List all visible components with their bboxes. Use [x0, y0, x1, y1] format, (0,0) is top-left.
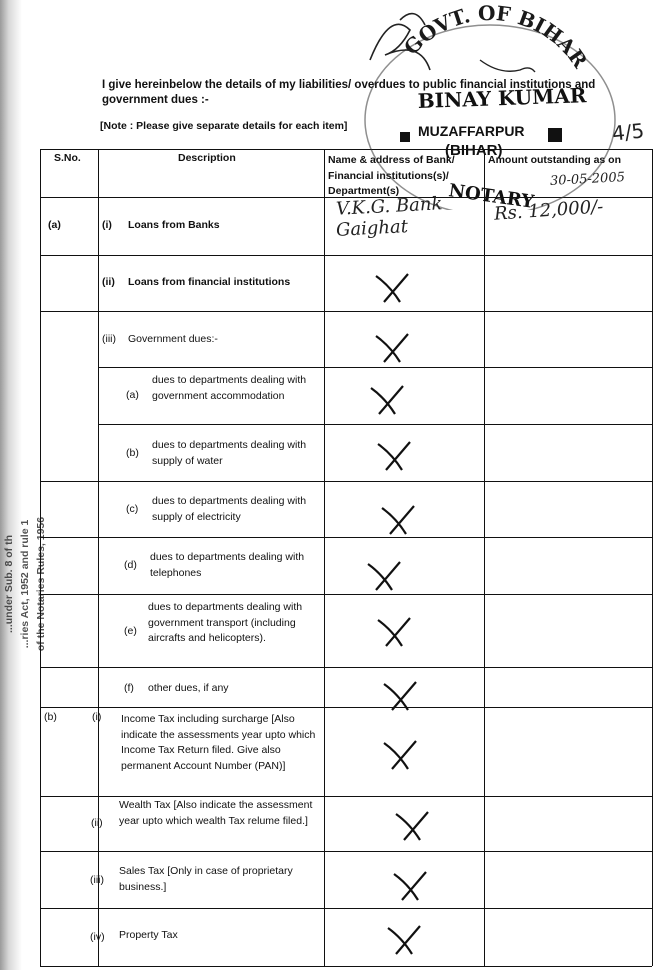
- handwritten-bank-name: V.K.G. Bank: [335, 193, 443, 220]
- page-number: 4/5: [610, 118, 646, 146]
- table-border: [40, 908, 652, 909]
- row-text: Loans from financial institutions: [128, 276, 291, 288]
- table-border: [40, 851, 652, 852]
- row-num: (ii): [91, 817, 103, 829]
- row-num: (iv): [90, 931, 105, 943]
- table-border: [40, 796, 652, 797]
- cross-mark: [388, 866, 438, 906]
- table-border: [40, 537, 652, 538]
- row-num: (e): [124, 625, 137, 637]
- stamp-title: NOTARY: [447, 180, 536, 210]
- intro-text: I give hereinbelow the details of my liabilities/ overdues to public financial institutions and government dues :-: [102, 79, 596, 106]
- row-text: Loans from Banks: [128, 219, 220, 231]
- svg-text:GOVT. OF BIHAR: [399, 1, 592, 73]
- table-border: [40, 481, 652, 482]
- table-border: [40, 966, 652, 967]
- row-text: Government dues:-: [128, 333, 218, 345]
- table-border: [40, 311, 652, 312]
- row-num: (i): [102, 219, 112, 231]
- cross-mark: [378, 735, 428, 775]
- notary-stamp: [330, 0, 630, 210]
- table-border: [40, 255, 652, 256]
- row-num: (iii): [90, 874, 104, 886]
- cross-mark: [365, 380, 415, 420]
- cross-mark: [376, 500, 426, 540]
- row-text: dues to departments dealing with supply of electricity: [152, 495, 307, 523]
- table-border: [98, 424, 652, 425]
- cross-mark: [372, 436, 422, 476]
- table-border: [652, 149, 653, 966]
- row-text: Sales Tax [Only in case of proprietary business.]: [119, 865, 293, 893]
- handwritten-date: 30-05-2005: [549, 170, 626, 189]
- table-border: [324, 149, 325, 966]
- header-sno: S.No.: [54, 152, 81, 164]
- table-border: [98, 149, 99, 966]
- side-stamp-note: [1, 444, 49, 724]
- row-num: (i): [92, 711, 102, 723]
- row-text: dues to departments dealing with government accommodation: [152, 374, 307, 402]
- row-num: (b): [126, 447, 139, 459]
- table-border: [40, 594, 652, 595]
- row-num: (f): [124, 682, 134, 694]
- row-text: dues to departments dealing with government transport (including aircrafts and helicopters).: [148, 601, 303, 644]
- row-sno: (a): [48, 219, 61, 231]
- row-text: Wealth Tax [Also indicate the assessment year upto which wealth Tax relume filed.]: [119, 799, 313, 827]
- row-num: (a): [126, 389, 139, 401]
- header-name-address: Name & address of Bank/ Financial institutions(s)/ Department(s): [328, 154, 455, 197]
- side-note-line: ...under Sub. 8 of th: [3, 535, 15, 633]
- row-num: (d): [124, 559, 137, 571]
- stamp-state: (BIHAR): [445, 142, 503, 159]
- cross-mark: [378, 676, 428, 716]
- signature-scribble: [480, 60, 535, 72]
- stamp-square: [548, 128, 562, 142]
- row-num: (c): [126, 503, 139, 515]
- row-num: (ii): [102, 276, 115, 288]
- row-text: dues to departments dealing with telephones: [150, 551, 305, 579]
- header-amount: Amount outstanding as on: [488, 154, 621, 166]
- row-text: Property Tax: [119, 929, 178, 941]
- row-text: other dues, if any: [148, 682, 229, 694]
- stamp-name: BINAY KUMAR: [417, 83, 587, 113]
- cross-mark: [370, 268, 420, 308]
- handwritten-amount: Rs. 12,000/-: [493, 196, 604, 225]
- table-border: [40, 667, 652, 668]
- row-sno: (b): [44, 711, 57, 723]
- row-text: dues to departments dealing with supply of water: [152, 439, 307, 467]
- table-border: [40, 707, 652, 708]
- handwritten-bank-branch: Gaighat: [335, 216, 409, 241]
- cross-mark: [370, 328, 420, 368]
- side-note-line: ...ries Act, 1952 and rule 1: [19, 519, 31, 649]
- cross-mark: [390, 806, 440, 846]
- cross-mark: [382, 920, 432, 960]
- side-note-line: of the Notaries Rules, 1956: [35, 516, 47, 652]
- cross-mark: [362, 556, 412, 596]
- stamp-square: [400, 132, 410, 142]
- table-border: [484, 149, 485, 966]
- stamp-arc-text: GOVT. OF BIHAR: [399, 0, 593, 73]
- row-num: (iii): [102, 333, 116, 345]
- header-description: Description: [178, 152, 236, 164]
- row-text: Income Tax including surcharge [Also indicate the assessments year upto which Income Tax Return filed. Give also permanent Account Number (PAN)]: [121, 713, 316, 772]
- note-text: [Note : Please give separate details for each item]: [100, 120, 348, 132]
- cross-mark: [372, 612, 422, 652]
- table-border: [40, 149, 41, 966]
- stamp-place: MUZAFFARPUR: [418, 123, 525, 139]
